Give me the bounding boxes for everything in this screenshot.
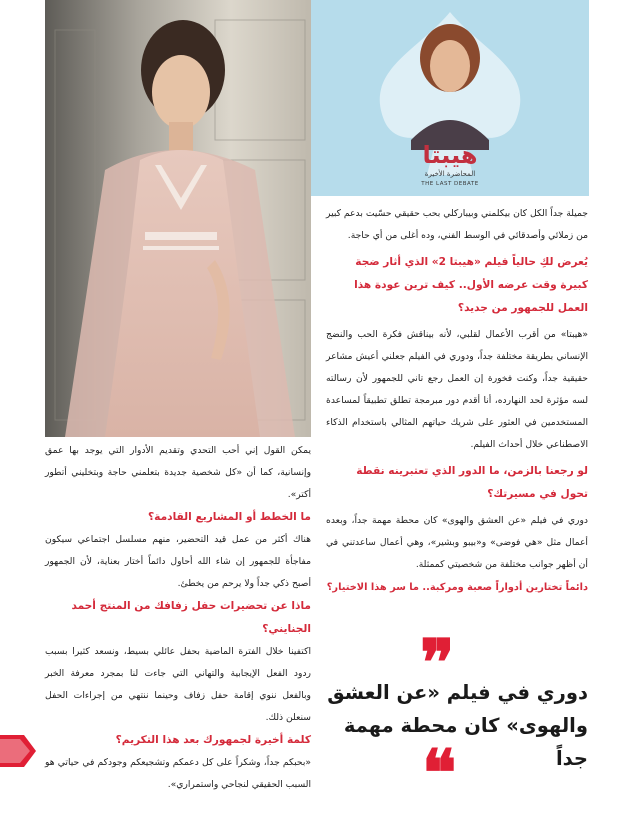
interview-question: ما الخطط أو المشاريع القادمة؟ [148, 511, 311, 523]
page-tab-shape [0, 735, 40, 767]
interview-question: كلمة أخيرة لجمهورك بعد هذا التكريم؟ [115, 734, 311, 746]
poster-subtitle: المحاضرة الأخيرة [424, 170, 476, 178]
poster-title: هيبتا [422, 141, 478, 169]
article-right-column [326, 203, 588, 598]
pull-quote: دوري في فيلم «عن العشق والهوى» كان محطة مهمة جداً [327, 681, 588, 770]
quote-open-icon: ❞ [420, 626, 455, 701]
article-left-column [45, 440, 311, 796]
article-paragraph: يمكن القول إني أحب التحدي وتقديم الأدوار التي يوجد بها عمق وإنسانية، كما أن «كل شخصية جديدة بتعلمني حاجة وبتخليني أتطور أكتر». [45, 445, 311, 500]
interview-question: لو رجعنا بالزمن، ما الدور الذي تعتبرينه نقطة تحول في مسيرتك؟ [356, 465, 588, 500]
movie-poster-hepta [311, 0, 589, 196]
article-paragraph: «هيبتا» من أقرب الأعمال لقلبي، لأنه بيناقش فكرة الحب والنضج الإنساني بطريقة مختلفة جداً، ودوري في الفيلم جعلني أعيش مشاعر حقيقية جداً، وكنت فخورة إن العمل رجع تاني للجمهور لأن رسالته لسه مؤثرة لحد النهارده، أنا أقدم دور مبرمجة تطلق تطبيقاً لمساعدة المستخدمين في العثور على شريك حياتهم المثالي باستخدام الذكاء الاصطناعي خلال أحداث الفيلم. [326, 329, 588, 450]
photo-actress-gown [45, 0, 311, 437]
page-tab-icon [0, 735, 40, 767]
article-paragraph: «بحبكم جداً، وشكراً على كل دعمكم وتشجيعكم وجودكم في حياتي هو السبب الحقيقي لنجاحي واستمراري». [45, 757, 311, 790]
quote-close-icon: ❝ [422, 736, 457, 811]
article-paragraph: اكتفينا خلال الفترة الماضية بحفل عائلي بسيط، ونسعد كثيرا بسبب ردود الفعل الإيجابية والتهاني التي جاءت لنا بمجرد معرفة الخبر وبالفعل ننوي إقامة حفل زفاف وحينما ننتهي من إجراءات الحفل سنعلن ذلك. [45, 646, 311, 723]
interview-question: ماذا عن تحضيرات حفل زفافك من المنتج أحمد الجنايني؟ [71, 600, 311, 635]
interview-question: يُعرض لكِ حالياً فيلم «هيبتا 2» الذي أثار ضجة كبيرة وقت عرضه الأول.. كيف ترين عودة هذا العمل للجمهور من جديد؟ [354, 256, 588, 314]
interview-question: دائماً تختارين أدواراً صعبة ومركبة.. ما سر هذا الاختيار؟ [326, 582, 588, 593]
article-paragraph: جميلة جداً الكل كان بيكلمني وبيباركلي بحب حقيقي حسّيت بدعم كبير من زملائي وأصدقائي في الوسط الفني، وده أغلى من أي حاجة. [326, 208, 588, 241]
article-paragraph: هناك أكثر من عمل قيد التحضير، منهم مسلسل اجتماعي سيكون مفاجأة للجمهور إن شاء الله أحاول دائماً أختار بعناية، لأن الجمهور أصبح ذكي جداً ولا يرحم من يخطئ. [45, 534, 311, 589]
photo-actress-gown-illustration [45, 0, 311, 437]
poster-subtitle-en: THE LAST DEBATE [421, 181, 479, 187]
article-paragraph: دوري في فيلم «عن العشق والهوى» كان محطة مهمة جداً، وبعده أعمال مثل «هي فوضى» و«بيبو وبشير»، وهي أعمال ساعدتني في أن أظهر جوانب مختلفة من شخصيتي كممثلة. [326, 515, 588, 570]
